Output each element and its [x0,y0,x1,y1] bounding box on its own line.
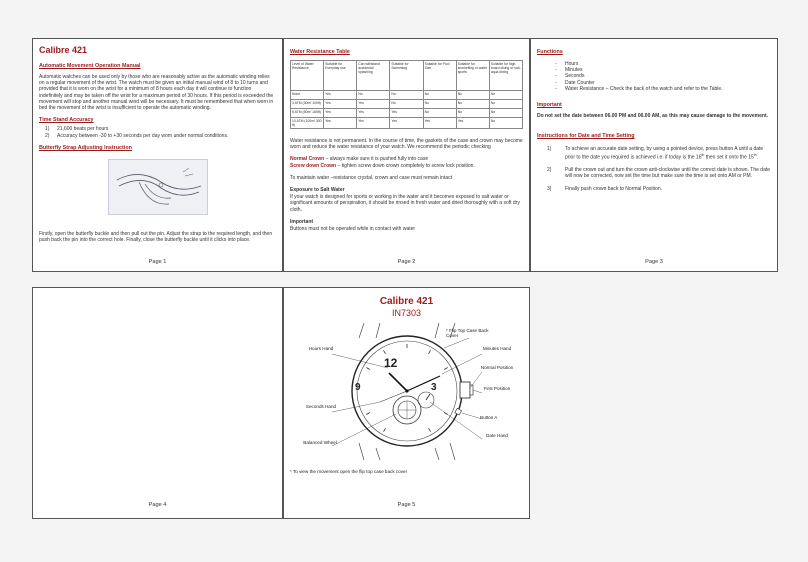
section-heading-strap: Butterfly Strap Adjusting Instruction [39,145,132,152]
strap-text: Firstly, open the butterfly buckle and then pull out the pin. Adjust the strap to the required length, and then push back the pin into the correct hole. Finally, close the butterfly buckle until it clicks into place. [39,231,273,244]
minutes-hand-label: Minutes Hand [482,346,512,351]
list-item: - Seconds [555,73,585,80]
automatic-text: Automatic watches can be used only by those who are reasonably active as the automatic winding relies on a regular movement of the wrist. The watch must be given an initial manual wind of 8 to 10 turns and provided that it is worn on the wrist for a minimum of 8 hours each day it will continue to function indefinitely and may be taken off the wrist for a maximum period of 30 hours. If this period is exceeded the movement will stop and another manual wind will be necessary. It must be remembered that when worn in bed the movement of the wrist is insufficient to operate the automatic winding. [39,74,274,112]
list-item: 1) To achieve an accurate date setting, by using a pointed device, press button A until a date prior to the date you required is achieved i.e. if today is the 16th then set it onto the 15th. [547,146,764,162]
page-5 [283,287,530,519]
table-row: 3 ATM (30m/ 100ft) Yes Yes No No No No [291,100,523,109]
important-heading: Important [537,102,562,109]
salt-heading: Exposure to Salt Water [290,187,345,194]
list-item: 3) Finally push crown back to Normal Position. [547,185,662,192]
functions-list [537,61,771,92]
important-text: Buttons must not be operated while in contact with water [290,226,416,233]
list-item: 2) Accuracy between -30 to +30 seconds per day worn under normal conditions. [45,133,229,140]
flip-top-label: * Flip Top Case Back Cover [446,328,489,339]
instructions-heading: Instructions for Date and Time Setting [537,133,635,140]
table-row: None Yes No No No No No [291,91,523,100]
important-heading: Important [290,218,314,225]
dial-9: 9 [355,382,361,393]
list-item: 1) 21,600 beats per hours [45,126,109,133]
section-heading-automatic: Automatic Movement Operation Manual [39,63,141,69]
water-resistance-table [290,60,523,129]
section-heading-accuracy: Time Stand Accuracy [39,117,94,124]
table-row: 5 ATM (50m/ 165ft) Yes Yes Yes No No No [291,109,523,118]
list-item: - Minutes [555,67,583,74]
date-hand-label: Date Hand [486,433,508,438]
list-item: - Water Resistance – Check the back of the watch and refer to the Table. [555,85,723,92]
butterfly-buckle-illustration [108,159,208,215]
page-number: Page 2 [397,259,416,265]
accuracy-list [39,126,276,139]
normal-position-label: Normal Position [480,365,514,370]
maintain-text: To maintain water –resistance crystal, crown and case must remain intact [290,174,453,181]
list-item: - Date Counter [555,79,595,86]
water-note: Water resistance is not permanent. In the course of time, the gaskets of the case and crown may become worn and reduce the water resistance of your watch. We recommend the periodic checking [290,138,523,151]
seconds-hand-label: Seconds Hand [305,404,337,409]
footnote: * To view the movement open the flip top case back cover [290,469,408,474]
page-number: Page 1 [148,259,167,265]
model-number: IN7303 [391,308,422,318]
crown-notes: Normal Crown – always make sure it is pushed fully into case Screw down Crown – tighten screw down crown completely to screw lock position. [290,156,475,169]
dial-3: 3 [431,382,437,393]
button-a-label: Button A [480,415,498,420]
page-1 [32,38,283,272]
page-number: Page 3 [645,259,663,265]
important-text: Do not set the date between 06.00 PM and 06.00 AM, as this may cause damage to the movement. [537,113,768,120]
screw-crown-label: Screw down Crown [290,162,337,169]
page-3 [530,38,778,272]
balanced-wheel-label: Balanced Wheel [303,440,337,445]
normal-crown-label: Normal Crown [290,156,325,163]
first-position-label: First Position [483,386,511,391]
list-item: 2) Pull the crown out and turn the crown anti-clockwise until the correct date is shown. The date will now be corrected, now set the time but make sure the time is set onto AM or PM. [547,167,771,180]
page-title: Calibre 421 [379,296,434,307]
table-row: 10 ATM (100m/ 300 ft) Yes Yes Yes Yes Yes No [291,118,523,129]
page-number: Page 5 [397,502,416,508]
section-heading-water-table: Water Resistance Table [290,49,350,55]
salt-text: If your watch is designed for sports or working in the water and it becomes exposed to salt water or significant amounts of perspiration, it should be rinsed in fresh water and dried thoroughly with a soft dry cloth. [290,194,520,213]
page-number: Page 4 [148,502,167,508]
dial-12: 12 [384,356,398,370]
page-title: Calibre 421 [39,45,88,55]
functions-heading: Functions [537,49,563,55]
list-item: - Hours [555,61,579,67]
page-4 [32,287,283,519]
instructions-list [537,146,771,192]
table-header-row: Level of Water Resistance Suitable for Everyday use Can withstand accidental splashing Suitable for Swimming Suitable for Pool Size Suitable for snorkelling or water sports Suitable for high board diving or sub-aqua diving [291,61,523,91]
page-2 [283,38,530,272]
hours-hand-label: Hours Hand [308,346,334,351]
